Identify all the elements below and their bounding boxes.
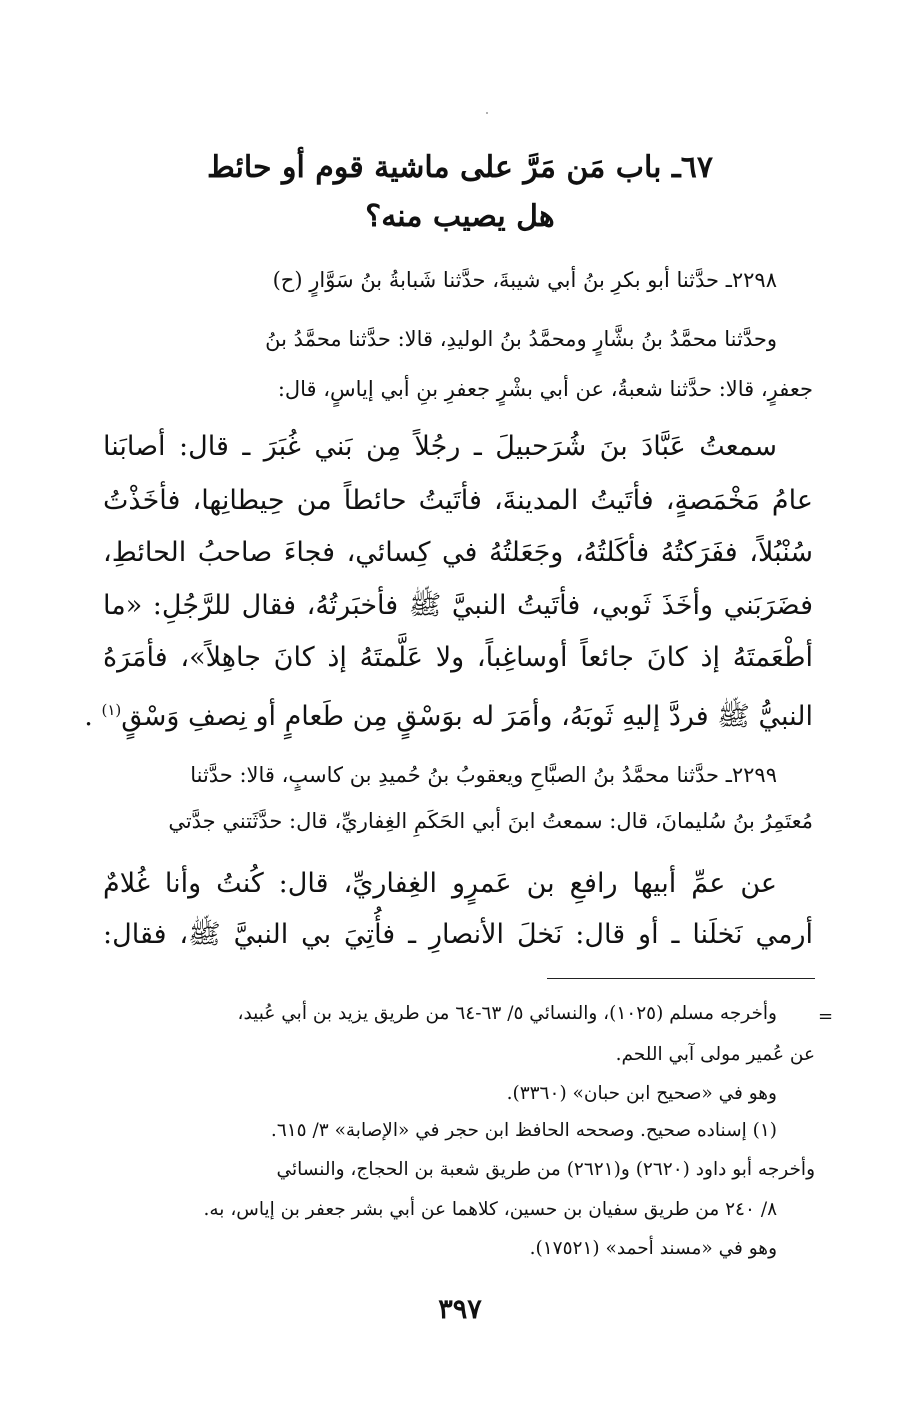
hadith-2298-matn-line: سُنْبُلاً، ففَرَكتُهُ فأكَلتُهُ، وجَعَلتُهُ في كِسائي، فجاءَ صاحبُ الحائطِ، bbox=[103, 537, 813, 568]
page-dot bbox=[486, 112, 488, 114]
hadith-2298-isnad-line: ٢٢٩٨ـ حدَّثنا أبو بكرِ بنُ أبي شيبةَ، حدَّثنا شَبابةُ بنُ سَوَّارٍ (ح) bbox=[272, 268, 777, 292]
hadith-2299-matn-line: عن عمِّ أبيها رافعِ بن عَمرٍو الغِفاريِّ، قال: كُنتُ وأنا غُلامٌ bbox=[103, 868, 777, 899]
footnote-line: (١) إسناده صحيح. وصححه الحافظ ابن حجر في «الإصابة» ٣/ ٦١٥. bbox=[270, 1120, 777, 1141]
continuation-mark: = bbox=[818, 1006, 834, 1027]
footnote-line: وهو في «مسند أحمد» (١٧٥٢١). bbox=[529, 1238, 777, 1259]
chapter-title: ٦٧ـ باب مَن مَرَّ على ماشية قوم أو حائط bbox=[207, 150, 713, 185]
hadith-2298-isnad-line: جعفرٍ، قالا: حدَّثنا شعبةُ، عن أبي بشْرٍ جعفرِ بنِ أبي إياسٍ، قال: bbox=[277, 377, 813, 401]
hadith-2299-isnad-line: ٢٢٩٩ـ حدَّثنا محمَّدُ بنُ الصبَّاحِ ويعقوبُ بنُ حُميدِ بن كاسبٍ، قالا: حدَّثنا bbox=[190, 763, 777, 787]
hadith-2298-matn-line: فضَرَبَني وأخَذَ ثَوبي، فأتَيتُ النبيَّ ﷺ فأخبَرتُهُ، فقال للرَّجُلِ: «ما bbox=[103, 590, 813, 621]
chapter-subtitle: هل يصيب منه؟ bbox=[365, 199, 555, 234]
hadith-2298-isnad-line: وحدَّثنا محمَّدُ بنُ بشَّارٍ ومحمَّدُ بنُ الوليدِ، قالا: حدَّثنا محمَّدُ بنُ bbox=[265, 327, 777, 351]
matn-text: النبيُّ ﷺ فردَّ إليهِ ثَوبَهُ، وأمَرَ له بوَسْقٍ مِن طَعامٍ أو نِصفِ وَسْقٍ bbox=[121, 701, 813, 732]
hadith-2298-matn-line: أطْعَمتَهُ إذ كانَ جائعاً أوساغِباً، ولا عَلَّمتَهُ إذ كانَ جاهِلاً»، فأمَرَهُ bbox=[103, 642, 813, 673]
footnote-line: عن عُمير مولى آبي اللحم. bbox=[615, 1044, 815, 1065]
footnote-line: وأخرجه مسلم (١٠٢٥)، والنسائي ٥/ ٦٣-٦٤ من طريق يزيد بن أبي عُبيد، bbox=[237, 1003, 777, 1024]
hadith-2299-matn-line: أرمي نَخلَنا ـ أو قال: نَخلَ الأنصارِ ـ فأُتِيَ بي النبيَّ ﷺ، فقال: bbox=[103, 919, 813, 950]
hadith-2299-isnad-line: مُعتَمِرُ بنُ سُليمانَ، قال: سمعتُ ابنَ أبي الحَكَمِ الغِفاريِّ، قال: حدَّثَتني جدَّتي bbox=[168, 809, 813, 833]
hadith-2298-matn-line: عامُ مَخْمَصةٍ، فأتَيتُ المدينةَ، فأتَيتُ حائطاً من حِيطانِها، فأخَذْتُ bbox=[103, 485, 813, 516]
footnote-line: وأخرجه أبو داود (٢٦٢٠) و(٢٦٢١) من طريق شعبة بن الحجاج، والنسائي bbox=[276, 1159, 815, 1180]
footnote-line: ٨/ ٢٤٠ من طريق سفيان بن حسين، كلاهما عن أبي بشر جعفر بن إياس، به. bbox=[203, 1199, 777, 1220]
end-mark: . bbox=[84, 701, 93, 732]
hadith-2298-matn-line: سمعتُ عَبَّادَ بنَ شُرَحبيلَ ـ رجُلاً مِن بَني غُبَرَ ـ قال: أصابَنا bbox=[103, 431, 777, 462]
footnote-separator bbox=[547, 978, 815, 979]
hadith-2298-matn-line bbox=[84, 690, 813, 737]
footnote-marker: (١) bbox=[101, 701, 122, 719]
page-number: ٣٩٧ bbox=[438, 1294, 482, 1325]
footnote-line: وهو في «صحيح ابن حبان» (٣٣٦٠). bbox=[506, 1083, 777, 1104]
